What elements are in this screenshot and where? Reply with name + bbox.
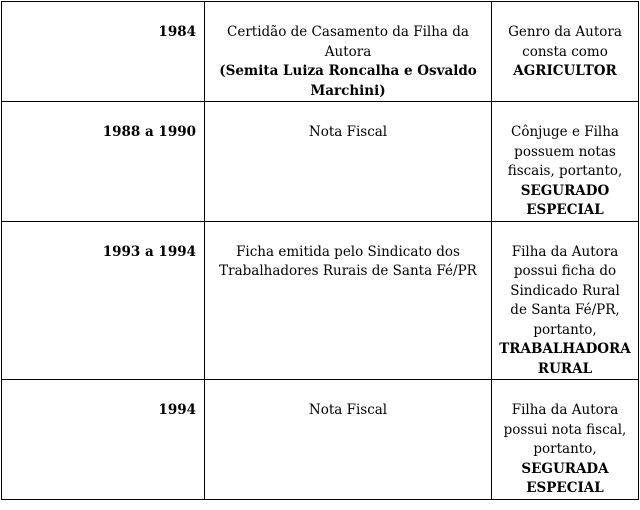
note-bold-line: RURAL	[537, 360, 593, 377]
note-cell	[492, 102, 639, 222]
year-text: 1994	[158, 402, 196, 418]
note-bold-line: ESPECIAL	[526, 480, 604, 496]
document-cell	[205, 380, 492, 500]
note-bold-line: TRABALHADORA	[499, 341, 631, 357]
note-bold-line: SEGURADO	[520, 182, 610, 199]
note-line: portanto,	[533, 321, 597, 338]
table-row	[2, 102, 639, 222]
note-line: portanto,	[533, 441, 597, 457]
note-line: Cônjuge e Filha	[511, 124, 619, 140]
note-bold-line: AGRICULTOR	[513, 63, 617, 79]
note-line: possui ficha do	[513, 263, 617, 279]
note-line: Genro da Autora	[508, 24, 622, 40]
year-cell	[2, 221, 205, 380]
document-bold-text: (Semita Luiza Roncalha e Osvaldo Marchini)	[219, 63, 477, 99]
year-cell	[2, 102, 205, 222]
document-text: Nota Fiscal	[308, 402, 388, 418]
note-line: Filha da Autora	[511, 402, 619, 418]
note-line: Sindicado Rural	[510, 282, 620, 299]
document-cell	[205, 2, 492, 102]
note-cell	[492, 380, 639, 500]
note-line: fiscais, portanto,	[507, 163, 623, 179]
year-cell	[2, 2, 205, 102]
year-text: 1984	[158, 24, 196, 40]
note-bold-line: ESPECIAL	[526, 202, 604, 218]
note-bold-line: SEGURADA	[521, 460, 609, 477]
year-text: 1988 a 1990	[102, 124, 196, 140]
document-text: Nota Fiscal	[308, 124, 388, 140]
year-cell	[2, 380, 205, 500]
note-line: possuem notas	[514, 143, 616, 160]
document-text: Certidão de Casamento da Filha da Autora	[227, 24, 469, 60]
year-text: 1993 a 1994	[102, 243, 196, 260]
note-line: consta como	[522, 43, 608, 60]
table-row	[2, 2, 639, 102]
note-line: de Santa Fé/PR,	[510, 302, 620, 318]
document-text: Ficha emitida pelo Sindicato dos Trabalhadores Rurais de Santa Fé/PR	[219, 243, 477, 279]
note-cell	[492, 221, 639, 380]
document-cell	[205, 221, 492, 380]
note-cell	[492, 2, 639, 102]
document-cell	[205, 102, 492, 222]
note-line: possui nota fiscal,	[503, 421, 627, 438]
note-line: Filha da Autora	[511, 243, 619, 260]
evidence-table	[1, 1, 639, 500]
table-row	[2, 380, 639, 500]
table-row	[2, 221, 639, 380]
